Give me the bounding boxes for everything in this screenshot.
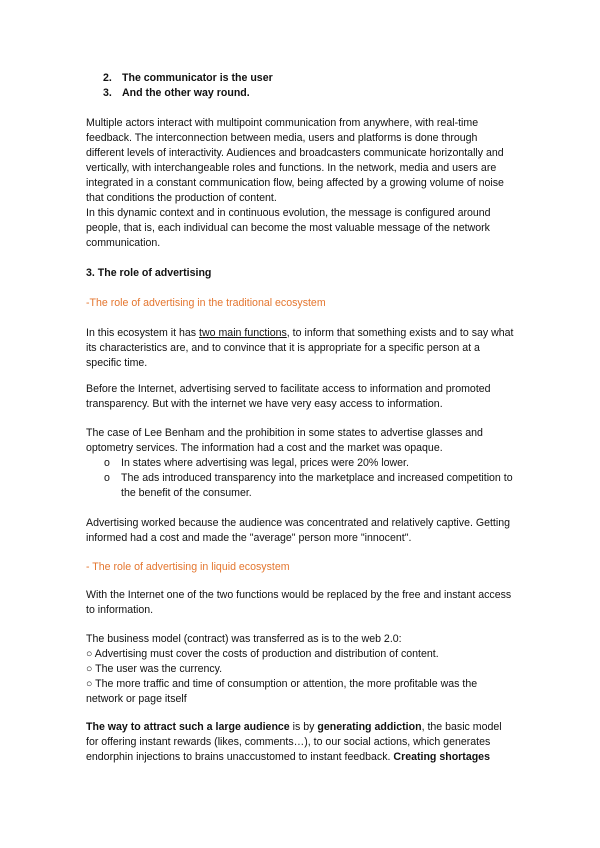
paragraph-lee-benham: The case of Lee Benham and the prohibition in some states to advertise glasses and optometry services. The information had a cost and the market was opaque. [86,427,483,454]
list-item [103,86,250,101]
business-model-item: ○ The more traffic and time of consumption or attention, the more profitable was the network or page itself [86,678,478,705]
list-number: 2. [103,72,112,84]
list-text: The communicator is the user [122,72,273,84]
paragraph-functions [86,326,516,371]
business-model-item: ○ Advertising must cover the costs of production and distribution of content. [86,648,439,660]
bullet-marker: o [104,472,110,484]
business-model-block [86,632,516,707]
business-model-intro: The business model (contract) was transferred as is to the web 2.0: [86,633,402,645]
paragraph-internet: With the Internet one of the two functions would be replaced by the free and instant access to information. [86,589,512,616]
list-text: And the other way round. [122,87,250,99]
text-run: , to inform that something exists and to say what its characteristics are, and to convince that it is appropriate for a specific person at a specific time. [86,327,514,369]
paragraph-before-internet: Before the Internet, advertising served to facilitate access to information and promoted transparency. But with the internet we have very easy access to information. [86,383,491,410]
section-heading: 3. The role of advertising [86,267,212,279]
bold-text: Creating shortages [393,751,490,763]
list-item [103,71,273,86]
underlined-text: two main functions [199,327,287,339]
text-run: is by [289,721,318,733]
bullet-text: The ads introduced transparency into the marketplace and increased competition to the benefit of the consumer. [121,472,513,499]
bold-text: The way to attract such a large audience [86,721,290,733]
subheading-traditional: -The role of advertising in the traditional ecosystem [86,297,326,309]
paragraph-addiction [86,720,516,765]
bullet-marker: o [104,457,110,469]
paragraph-captive-audience: Advertising worked because the audience was concentrated and relatively captive. Getting informed had a cost and made the "average" person more "innocent". [86,517,510,544]
business-model-item: ○ The user was the currency. [86,663,223,675]
list-number: 3. [103,87,112,99]
list-item [104,456,514,471]
subheading-liquid: - The role of advertising in liquid ecosystem [86,561,290,573]
text-run: In this ecosystem it has [86,327,200,339]
paragraph-dynamic-context: In this dynamic context and in continuous evolution, the message is configured around people, that is, each individual can become the most valuable message of the network communication. [86,207,491,249]
bullet-text: In states where advertising was legal, prices were 20% lower. [121,457,409,469]
text-run: , the basic model for offering instant rewards (likes, comments…), to our social actions, which generates endorphin injections to brains unaccustomed to instant feedback. [86,721,502,763]
list-item [104,471,514,501]
bold-text: generating addiction [317,721,422,733]
paragraph-actors: Multiple actors interact with multipoint communication from anywhere, with real-time feedback. The interconnection between media, users and platforms is done through different levels of interactivity. Audiences and broadcasters communicate horizontally and vertically, with interchangeable roles and functions. In the network, media and users are integrated in a constant communication flow, being affected by a growing volume of noise that conditions the production of content. [86,117,504,204]
